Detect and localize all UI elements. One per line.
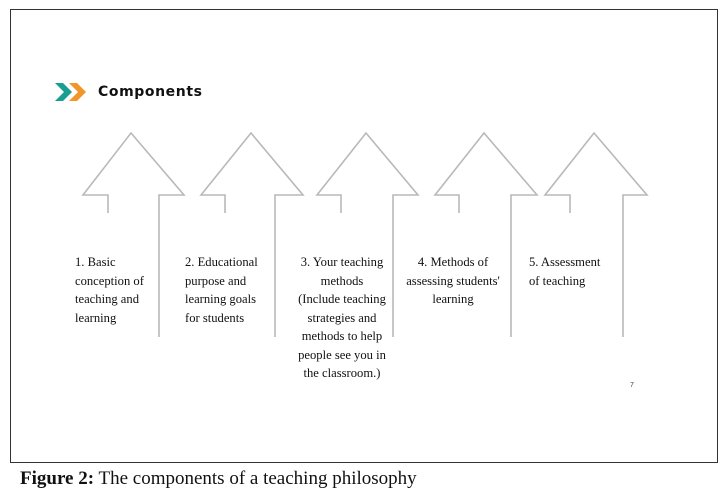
item-line: 3. Your teaching	[300, 255, 384, 269]
chevron-teal	[55, 83, 72, 101]
slide-header	[55, 81, 203, 103]
item-line: purpose and	[185, 273, 247, 288]
item-line: methods	[320, 273, 364, 288]
item-line: learning	[432, 292, 474, 306]
arrow-outline-5	[545, 133, 647, 337]
item-line: of teaching	[529, 273, 586, 288]
item-line: assessing students'	[406, 273, 500, 288]
item-line: learning	[75, 310, 117, 325]
slide-heading: Components	[98, 84, 203, 100]
item-line: learning goals	[185, 292, 256, 306]
figure-caption	[20, 468, 417, 490]
item-line: for students	[185, 310, 245, 325]
component-item-2	[185, 253, 285, 327]
slide-frame	[10, 9, 718, 463]
item-line: 1. Basic	[75, 255, 116, 269]
item-line: the classroom.)	[303, 366, 381, 380]
component-item-5	[529, 253, 625, 290]
component-item-1	[75, 253, 167, 327]
caption-text: The components of a teaching philosophy	[94, 468, 417, 489]
component-item-3	[287, 253, 397, 383]
caption-label: Figure 2:	[20, 468, 95, 489]
item-line: methods to help	[301, 329, 383, 343]
component-item-4	[395, 253, 511, 309]
page-number: 7	[630, 382, 634, 389]
item-line: (Include teaching	[298, 292, 386, 306]
item-line: people see you in	[298, 347, 386, 362]
double-chevron-icon	[55, 81, 89, 103]
item-line: strategies and	[307, 310, 377, 325]
item-line: 5. Assessment	[529, 255, 601, 269]
item-line: conception of	[75, 273, 144, 288]
item-line: 2. Educational	[185, 255, 258, 269]
item-line: teaching and	[75, 292, 139, 306]
arrows-group	[11, 10, 719, 464]
item-line: 4. Methods of	[417, 255, 489, 269]
